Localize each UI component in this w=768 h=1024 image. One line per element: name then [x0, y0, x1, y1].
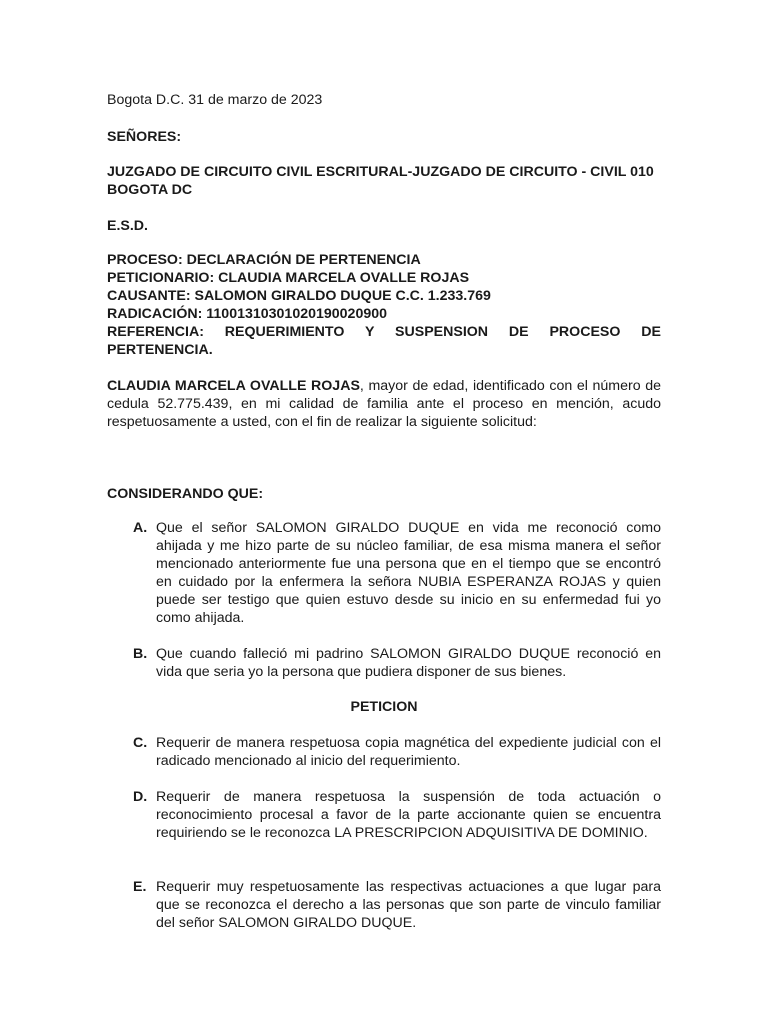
item-letter: E.	[133, 879, 147, 895]
intro-paragraph	[107, 377, 661, 431]
list-item	[133, 645, 661, 681]
court-name: JUZGADO DE CIRCUITO CIVIL ESCRITURAL-JUZGADO DE CIRCUITO - CIVIL 010 BOGOTA DC	[107, 164, 654, 198]
intro-text: , mayor de edad, identificado con el número de cedula 52.775.439, en mi calidad de familia ante el proceso en mención, acudo respetuosamente a usted, con el fin de realizar la siguiente solicitud:	[107, 378, 661, 430]
item-text: Que el señor SALOMON GIRALDO DUQUE en vida me reconoció como ahijada y me hizo parte de su núcleo familiar, de esa misma manera el señor mencionado anteriormente fue una persona que en el tiempo que se encontró en cuidado por la enfermera la señora NUBIA ESPERANZA ROJAS y quien puede ser testigo que quien estuvo desde su inicio en su enfermedad fui yo como ahijada.	[156, 520, 661, 626]
date-line: Bogota D.C. 31 de marzo de 2023	[107, 92, 323, 108]
item-letter: A.	[133, 520, 148, 536]
esd-line: E.S.D.	[107, 218, 148, 234]
considerando-heading: CONSIDERANDO QUE:	[107, 486, 264, 502]
proceso-line: PROCESO: DECLARACIÓN DE PERTENENCIA	[107, 252, 421, 268]
list-item	[133, 788, 661, 842]
item-text: Requerir de manera respetuosa copia magnética del expediente judicial con el radicado mencionado al inicio del requerimiento.	[156, 735, 661, 769]
peticionario-line: PETICIONARIO: CLAUDIA MARCELA OVALLE ROJAS	[107, 270, 470, 286]
item-letter: D.	[133, 789, 148, 805]
item-letter: C.	[133, 735, 148, 751]
list-item	[133, 519, 661, 627]
item-text: Que cuando falleció mi padrino SALOMON GIRALDO DUQUE reconoció en vida que seria yo la persona que pudiera disponer de sus bienes.	[156, 646, 661, 680]
peticion-heading: PETICION	[350, 699, 418, 715]
item-text: Requerir de manera respetuosa la suspensión de toda actuación o reconocimiento procesal a favor de la parte accionante quien se encuentra requiriendo se le reconozca LA PRESCRIPCION ADQUISITIVA DE DOMINIO.	[156, 789, 661, 841]
list-item	[133, 734, 661, 770]
item-letter: B.	[133, 646, 148, 662]
radicacion-line: RADICACIÓN: 11001310301020190020900	[107, 306, 388, 322]
causante-line: CAUSANTE: SALOMON GIRALDO DUQUE C.C. 1.233.769	[107, 288, 491, 304]
list-item	[133, 878, 661, 932]
referencia-line: REFERENCIA: REQUERIMIENTO Y SUSPENSION DE PROCESO DE PERTENENCIA.	[107, 324, 661, 358]
item-text: Requerir muy respetuosamente las respectivas actuaciones a que lugar para que se reconozca el derecho a las personas que son parte de vinculo familiar del señor SALOMON GIRALDO DUQUE.	[156, 879, 661, 931]
petitioner-name: CLAUDIA MARCELA OVALLE ROJAS	[107, 378, 360, 394]
addressee-label: SEÑORES:	[107, 129, 182, 145]
